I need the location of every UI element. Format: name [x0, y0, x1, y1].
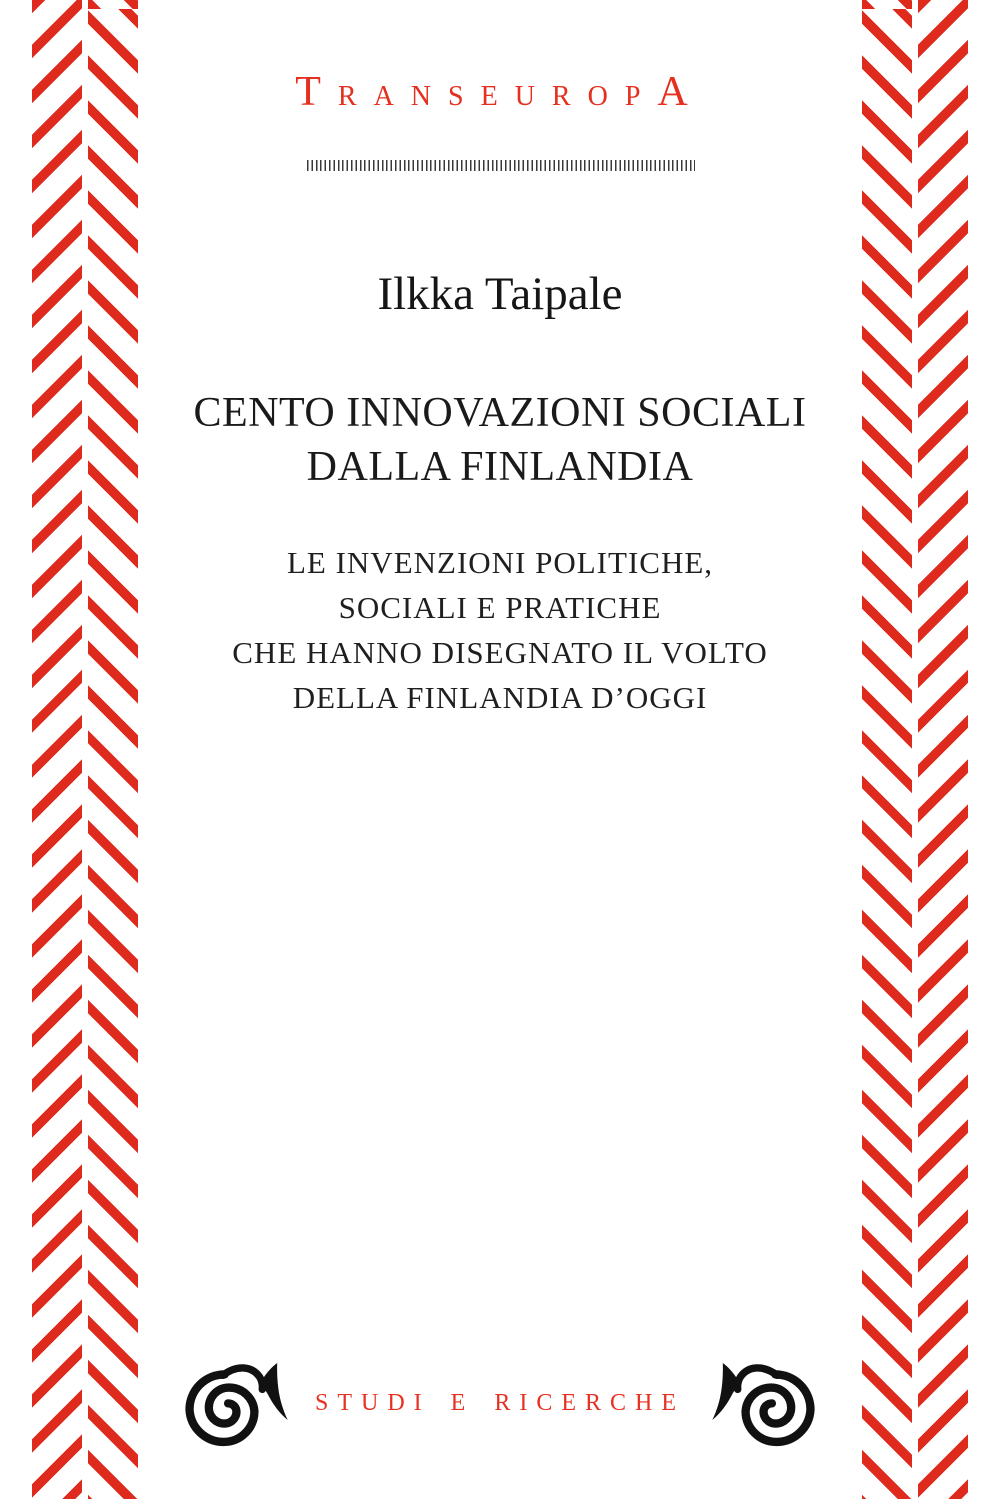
- publisher-initial: T: [295, 69, 338, 115]
- right-chevron-border: [862, 0, 968, 1499]
- dotted-rule-divider: [307, 160, 695, 171]
- subtitle-line: DELLA FINLANDIA D’OGGI: [292, 680, 708, 715]
- publisher-middle: RANSEUROP: [337, 81, 658, 112]
- snail-spiral-icon: [179, 1362, 293, 1450]
- author-name: Ilkka Taipale: [377, 268, 623, 320]
- book-title: [140, 386, 860, 494]
- snail-spiral-icon: [707, 1362, 821, 1450]
- title-line-2: DALLA FINLANDIA: [306, 444, 694, 490]
- subtitle-line: CHE HANNO DISEGNATO IL VOLTO: [232, 635, 768, 670]
- subtitle-line: LE INVENZIONI POLITICHE,: [286, 545, 714, 580]
- publisher-final-letter: A: [657, 69, 705, 115]
- subtitle-line: SOCIALI E PRATICHE: [338, 590, 662, 625]
- book-subtitle: [140, 540, 860, 720]
- publisher-name: [140, 70, 860, 123]
- chevron-stripes-icon: [862, 0, 912, 1499]
- series-title: STUDI E RICERCHE: [315, 1389, 685, 1416]
- chevron-stripes-icon: [32, 0, 82, 1499]
- chevron-stripes-icon: [88, 0, 138, 1499]
- chevron-stripes-icon: [918, 0, 968, 1499]
- left-chevron-border: [32, 0, 138, 1499]
- title-line-1: CENTO INNOVAZIONI SOCIALI: [193, 390, 807, 436]
- series-row: [140, 1356, 860, 1456]
